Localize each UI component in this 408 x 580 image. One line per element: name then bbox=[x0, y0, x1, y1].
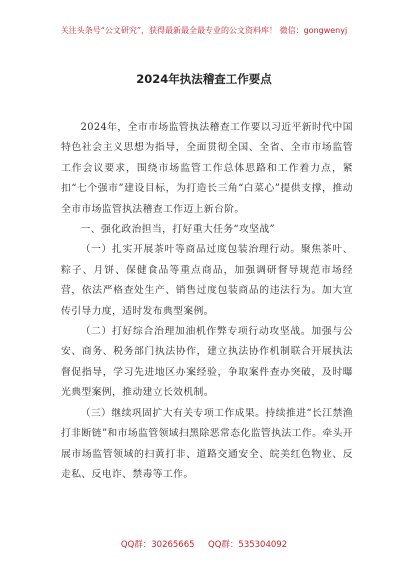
body-paragraph-3: （三）继续巩固扩大有关专项工作成果。持续推进“长江禁渔 打非断链”和市场监管领域扫黑除恶常态化监管执法工作。牵头开展市场监管领域的扫黄打非、道路交通安全、皖美红色物业、反走私、反电诈、禁毒等工作。 bbox=[61, 407, 353, 480]
footer-contact: QQ群：30265665 QQ群：535304092 bbox=[120, 540, 288, 550]
section-heading-1: 一、强化政治担当，打好重大任务“攻坚战” bbox=[80, 224, 275, 236]
header-banner: 关注头条号“公文研究”，获得最新最全最专业的公文资料库！ 微信：gongwenyj bbox=[60, 26, 348, 35]
document-title: 2024年执法稽查工作要点 bbox=[136, 72, 272, 86]
body-paragraph-2: （二）打好综合治理加油机作弊专项行动攻坚战。加强与公安、商务、税务部门执法协作，建立执法协作机制联合开展执法督促指导，学习先进地区办案经验，争取案件查办突破，及时曝光典型案例，推动建立长效机制。 bbox=[61, 326, 353, 399]
intro-paragraph: 2024年，全市市场监管执法稽查工作要以习近平新时代中国特色社会主义思想为指导，全面贯彻全国、全省、全市市场监管工作会议要求，围绕市场监管工作总体思路和工作着力点，紧扣“七个强市”建设目标，为打造长三角“白菜心”提供支撑，推动全市市场监管执法稽查工作迈上新台阶。 bbox=[61, 122, 353, 215]
document-body bbox=[61, 118, 353, 485]
body-paragraph-1: （一）扎实开展茶叶等商品过度包装治理行动。聚焦茶叶、粽子、月饼、保健食品等重点商品，加强调研督导规范市场经营，依法严格查处生产、销售过度包装商品的违法行为。加大宣传引导力度，适时发布典型案例。 bbox=[61, 244, 353, 317]
